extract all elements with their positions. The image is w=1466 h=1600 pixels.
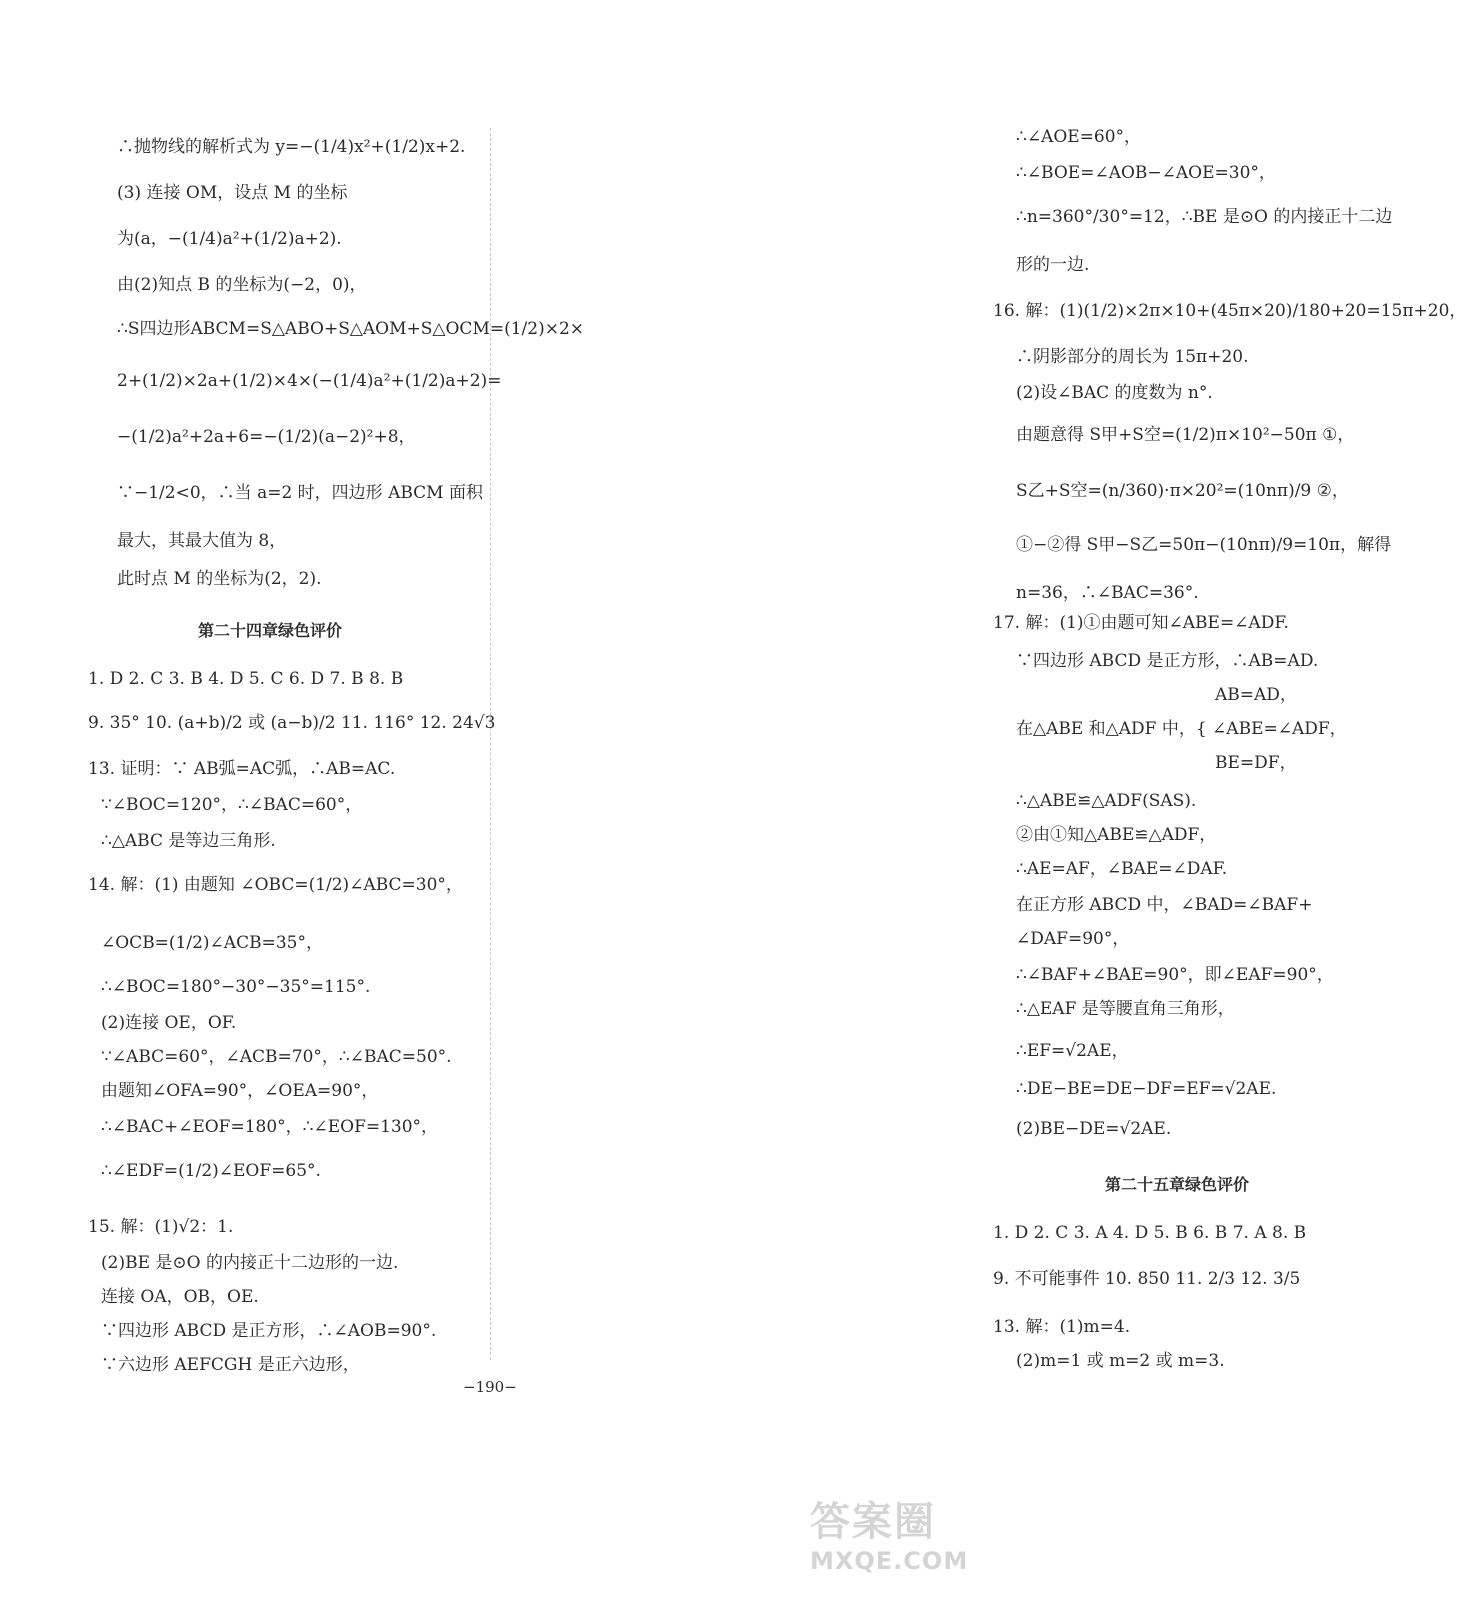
text-line: ∴△ABC 是等边三角形. [101, 831, 276, 851]
text-line: ∵四边形 ABCD 是正方形，∴∠AOB=90°. [101, 1321, 437, 1341]
text-line: 16. 解：(1)(1/2)×2π×10+(45π×20)/180+20=15π+20， [993, 301, 1466, 321]
text-line: ∵−1/2<0，∴当 a=2 时，四边形 ABCM 面积 [117, 483, 483, 503]
text-line: 形的一边. [1016, 255, 1090, 275]
text-line: n=36，∴∠BAC=36°. [1016, 583, 1199, 603]
text-line: ∴AE=AF，∠BAE=∠DAF. [1016, 859, 1228, 879]
answer-line: 9. 不可能事件 10. 850 11. 2/3 12. 3/5 [993, 1269, 1301, 1289]
text-line: ∴∠BAC+∠EOF=180°，∴∠EOF=130°， [101, 1117, 439, 1137]
text-line: 15. 解：(1)√2：1. [88, 1217, 234, 1237]
text-line: ∴阴影部分的周长为 15π+20. [1016, 347, 1249, 367]
text-line: (2)连接 OE，OF. [101, 1013, 237, 1033]
answer-line: 1. D 2. C 3. A 4. D 5. B 6. B 7. A 8. B [993, 1223, 1307, 1243]
section-heading: 第二十四章绿色评价 [198, 621, 343, 640]
text-line: 在正方形 ABCD 中，∠BAD=∠BAF+ [1016, 895, 1313, 915]
text-line: (2)设∠BAC 的度数为 n°. [1016, 383, 1213, 403]
text-line: ∴∠BAF+∠BAE=90°，即∠EAF=90°， [1016, 965, 1334, 985]
text-line: ②由①知△ABE≌△ADF， [1016, 825, 1217, 845]
text-line: 连接 OA，OB，OE. [101, 1287, 259, 1307]
text-line: ∴∠BOE=∠AOB−∠AOE=30°， [1016, 163, 1276, 183]
text-line: ∠DAF=90°， [1016, 929, 1130, 949]
text-line: 14. 解：(1) 由题知 ∠OBC=(1/2)∠ABC=30°， [88, 875, 463, 895]
answer-line: 1. D 2. C 3. B 4. D 5. C 6. D 7. B 8. B [88, 669, 404, 689]
text-line: 17. 解：(1)①由题可知∠ABE=∠ADF. [993, 613, 1289, 633]
page-number: −190− [463, 1378, 517, 1396]
text-line: ∴S四边形ABCM=S△ABO+S△AOM+S△OCM=(1/2)×2× [117, 319, 585, 339]
text-line: ∵四边形 ABCD 是正方形，∴AB=AD. [1016, 651, 1319, 671]
watermark-text-top: 答案圈 [810, 1499, 936, 1545]
brace-line-1: AB=AD， [1215, 685, 1297, 705]
text-line: 为(a，−(1/4)a²+(1/2)a+2). [117, 229, 342, 249]
text-line: (2)m=1 或 m=2 或 m=3. [1016, 1351, 1225, 1371]
text-line: (2)BE 是⊙O 的内接正十二边形的一边. [101, 1253, 399, 1273]
text-line: ∴∠AOE=60°， [1016, 127, 1142, 147]
text-line: ∠OCB=(1/2)∠ACB=35°， [101, 933, 323, 953]
text-line: ∴△EAF 是等腰直角三角形， [1016, 999, 1235, 1019]
answer-line: 9. 35° 10. (a+b)/2 或 (a−b)/2 11. 116° 12. 24√3 [88, 713, 496, 733]
text-line: ∴EF=√2AE， [1016, 1041, 1129, 1061]
text-line: ∴抛物线的解析式为 y=−(1/4)x²+(1/2)x+2. [117, 137, 466, 157]
text-line: 13. 解：(1)m=4. [993, 1317, 1131, 1337]
text-line: 最大，其最大值为 8， [117, 531, 287, 551]
text-line: ∵∠ABC=60°，∠ACB=70°，∴∠BAC=50°. [101, 1047, 452, 1067]
text-line: ∴DE−BE=DE−DF=EF=√2AE. [1016, 1079, 1277, 1099]
text-line: 2+(1/2)×2a+(1/2)×4×(−(1/4)a²+(1/2)a+2)= [117, 371, 502, 391]
text-line: 由题知∠OFA=90°，∠OEA=90°， [101, 1081, 379, 1101]
text-line: ∴n=360°/30°=12，∴BE 是⊙O 的内接正十二边 [1016, 207, 1393, 227]
text-line: ∴△ABE≌△ADF(SAS). [1016, 791, 1197, 811]
text-line: 此时点 M 的坐标为(2，2). [117, 569, 322, 589]
watermark-logo [810, 1490, 985, 1590]
text-line: ∴∠EDF=(1/2)∠EOF=65°. [101, 1161, 321, 1181]
text-line: 由(2)知点 B 的坐标为(−2，0)， [117, 275, 367, 295]
text-line: S乙+S空=(n/360)·π×20²=(10nπ)/9 ②， [1016, 481, 1349, 501]
brace-line-3: BE=DF， [1215, 753, 1297, 773]
text-line: ∵六边形 AEFCGH 是正六边形， [101, 1355, 360, 1375]
text-line: ∴∠BOC=180°−30°−35°=115°. [101, 977, 371, 997]
text-line: −(1/2)a²+2a+6=−(1/2)(a−2)²+8， [117, 427, 416, 447]
text-line: ∵∠BOC=120°，∴∠BAC=60°， [101, 795, 363, 815]
watermark-text-bottom: MXQE.COM [810, 1547, 969, 1575]
column-divider [490, 128, 491, 1360]
brace-line-2: 在△ABE 和△ADF 中，{ ∠ABE=∠ADF， [1016, 719, 1347, 739]
section-heading: 第二十五章绿色评价 [1105, 1175, 1250, 1194]
text-line: 13. 证明：∵ AB弧=AC弧，∴AB=AC. [88, 759, 396, 779]
text-line: (3) 连接 OM，设点 M 的坐标 [117, 183, 348, 203]
text-line: ①−②得 S甲−S乙=50π−(10nπ)/9=10π，解得 [1016, 535, 1392, 555]
text-line: 由题意得 S甲+S空=(1/2)π×10²−50π ①， [1016, 425, 1355, 445]
text-line: (2)BE−DE=√2AE. [1016, 1119, 1172, 1139]
